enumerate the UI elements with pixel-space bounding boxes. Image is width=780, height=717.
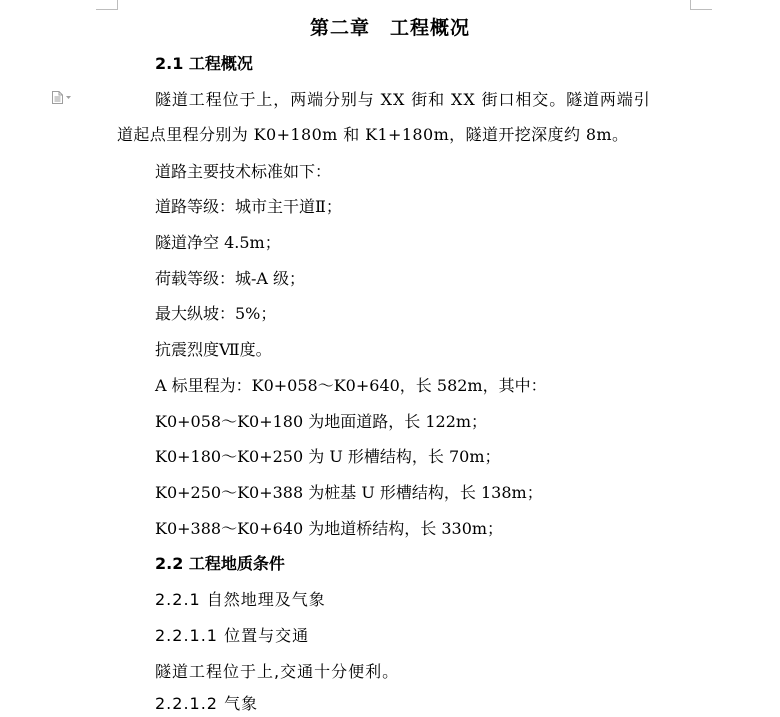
paragraph-line: 隧道净空 4.5m； [155,233,281,252]
section-heading-2-2-1: 2.2.1 自然地理及气象 [155,590,326,609]
chapter-title: 第二章 工程概况 [309,17,470,39]
paragraph-line: 荷载等级：城-A 级； [155,269,306,288]
section-heading-2-2-1-2: 2.2.1.2 气象 [155,694,259,713]
paragraph-line: 道路主要技术标准如下： [155,162,332,181]
paragraph-line: 道路等级：城市主干道Ⅱ； [155,197,342,216]
paragraph-line: 抗震烈度Ⅶ度。 [155,340,272,359]
document-options-icon [52,91,63,104]
paragraph-line: 隧道工程位于上,交通十分便利。 [155,662,400,681]
paragraph-line: 隧道工程位于上，两端分别与 XX 街和 XX 街口相交。隧道两端引 [155,90,651,109]
paragraph-line: 最大纵坡：5%； [155,304,277,323]
margin-corner-mark-right [690,0,712,10]
chevron-down-icon [66,96,71,99]
list-item: K0+388～K0+640 为地道桥结构，长 330m； [155,519,504,538]
list-item: K0+250～K0+388 为桩基 U 形槽结构，长 138m； [155,483,543,502]
list-item: K0+058～K0+180 为地面道路，长 122m； [155,412,488,431]
paragraph-line: 道起点里程分别为 K0+180m 和 K1+180m，隧道开挖深度约 8m。 [117,125,629,144]
section-heading-2-2-1-1: 2.2.1.1 位置与交通 [155,626,310,645]
paragraph-line: A 标里程为：K0+058～K0+640，长 582m，其中： [155,376,547,395]
section-heading-2-2: 2.2 工程地质条件 [155,554,285,573]
margin-corner-mark-left [96,0,118,10]
list-item: K0+180～K0+250 为 U 形槽结构，长 70m； [155,447,501,466]
section-heading-2-1: 2.1 工程概况 [155,54,253,73]
paragraph-options-button[interactable] [52,91,71,104]
